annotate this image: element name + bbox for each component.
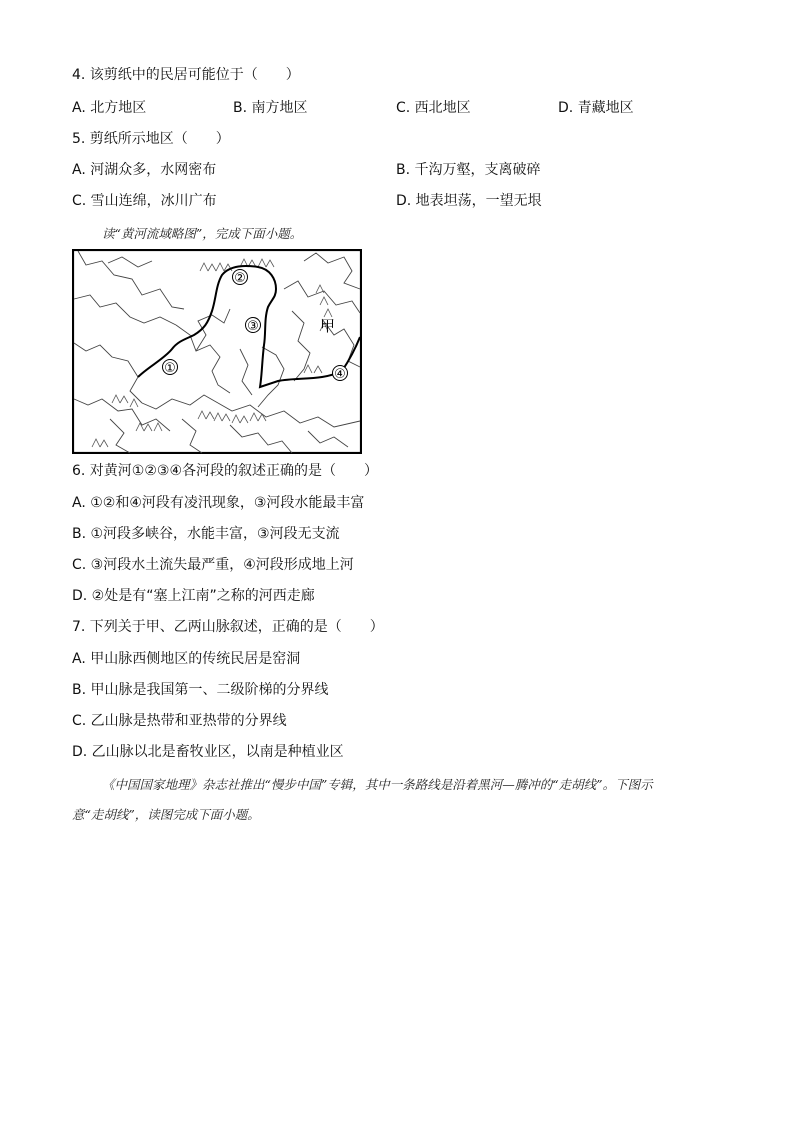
q6-stem: 6. 对黄河①②③④各河段的叙述正确的是（ ） <box>72 463 379 479</box>
label-2: ② <box>234 271 246 286</box>
q5-option-c: C. 雪山连绵，冰川广布 <box>72 193 217 209</box>
route-intro-line2: 意“走胡线”，读图完成下面小题。 <box>72 807 260 822</box>
q7-stem: 7. 下列关于甲、乙两山脉叙述，正确的是（ ） <box>72 619 384 635</box>
q4-option-d: D. 青藏地区 <box>558 100 634 116</box>
q4-stem: 4. 该剪纸中的民居可能位于（ ） <box>72 67 300 83</box>
label-3: ③ <box>247 319 259 334</box>
q6-option-a: A. ①②和④河段有凌汛现象，③河段水能最丰富 <box>72 495 365 511</box>
q6-option-c: C. ③河段水土流失最严重，④河段形成地上河 <box>72 557 354 573</box>
q5-option-a: A. 河湖众多，水网密布 <box>72 162 217 178</box>
q7-option-b: B. 甲山脉是我国第一、二级阶梯的分界线 <box>72 682 329 698</box>
label-4: ④ <box>334 367 346 382</box>
q4-option-b: B. 南方地区 <box>233 100 308 116</box>
label-1: ① <box>164 361 176 376</box>
route-intro-line1: 《中国国家地理》杂志社推出“慢步中国”专辑，其中一条路线是沿着黑河—腾冲的“走胡线”。下图示 <box>102 777 653 792</box>
q5-option-b: B. 千沟万壑，支离破碎 <box>396 162 541 178</box>
q7-option-c: C. 乙山脉是热带和亚热带的分界线 <box>72 713 287 729</box>
q6-option-d: D. ②处是有“塞上江南”之称的河西走廊 <box>72 588 315 604</box>
q5-option-d: D. 地表坦荡，一望无垠 <box>396 193 542 209</box>
q4-option-a: A. 北方地区 <box>72 100 147 116</box>
q4-option-c: C. 西北地区 <box>396 100 471 116</box>
map-frame <box>73 250 361 453</box>
map-intro: 读“黄河流域略图”，完成下面小题。 <box>102 226 303 241</box>
q7-option-a: A. 甲山脉西侧地区的传统民居是窑洞 <box>72 651 301 667</box>
label-jia: 甲 <box>320 317 336 335</box>
q7-option-d: D. 乙山脉以北是畜牧业区，以南是种植业区 <box>72 744 344 760</box>
q6-option-b: B. ①河段多峡谷，水能丰富，③河段无支流 <box>72 526 340 542</box>
q5-stem: 5. 剪纸所示地区（ ） <box>72 131 230 147</box>
yellow-river-map <box>72 249 362 454</box>
